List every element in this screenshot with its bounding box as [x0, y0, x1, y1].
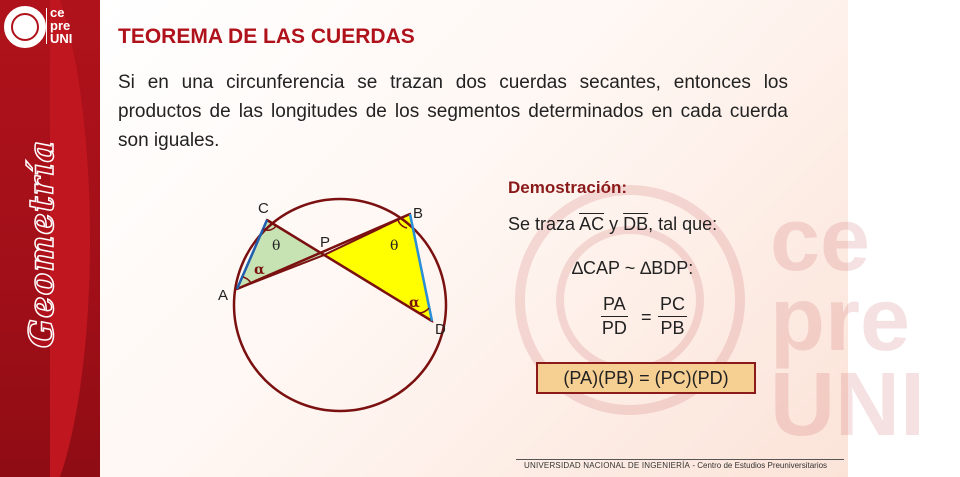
segment-ac-label: $\overline{AC}$ — [579, 214, 605, 234]
fraction-1-denominator: PD — [601, 318, 627, 338]
label-d: D — [435, 321, 446, 338]
logo-line-2: pre — [50, 18, 71, 33]
svg-text:pre: pre — [770, 270, 911, 370]
segment-db-label: $\overline{DB}$ — [623, 214, 649, 234]
theorem-statement: Si en una circunferencia se trazan dos cuerdas secantes, entonces los productos de las longitudes de los segmentos determinados en cada cuerda son iguales. — [118, 72, 788, 151]
fraction-2-numerator: PC — [658, 294, 687, 317]
demo-heading: Demostración: — [508, 178, 628, 197]
angle-alpha-a: α — [254, 262, 265, 278]
label-c: C — [258, 200, 269, 217]
logo-line-3: UNI — [50, 31, 73, 46]
triangle-cap — [237, 220, 324, 289]
label-p: P — [320, 234, 331, 251]
label-b: B — [413, 205, 424, 222]
equals-sign: = — [641, 307, 652, 327]
logo-divider — [46, 8, 47, 44]
footer-divider — [516, 459, 844, 460]
step-suffix: , tal que: — [648, 214, 718, 234]
sidebar — [0, 0, 100, 477]
university-seal-icon — [4, 6, 46, 48]
fraction-2-denominator: PB — [660, 318, 685, 338]
result-formula-box: (PA)(PB) = (PC)(PD) — [536, 362, 756, 394]
angle-theta-c: θ — [272, 238, 281, 254]
footer-center: - Centro de Estudios Preuniversitarios — [692, 461, 828, 470]
fraction-pc-pb — [658, 294, 687, 339]
fraction-1-numerator: PA — [601, 294, 628, 317]
cepre-logo-text — [50, 6, 72, 45]
footer — [524, 461, 827, 470]
svg-text:UNI: UNI — [770, 355, 925, 455]
fraction-pa-pd — [601, 294, 628, 339]
svg-text:ce: ce — [770, 190, 871, 290]
logo-line-1: ce — [50, 5, 65, 20]
step-prefix: Se traza — [508, 214, 576, 234]
demo-step — [508, 214, 717, 235]
footer-university: UNIVERSIDAD NACIONAL DE INGENIERÍA — [524, 461, 691, 470]
angle-alpha-d: α — [409, 295, 420, 311]
label-a: A — [218, 287, 229, 304]
step-connector: y — [609, 214, 619, 234]
page-title: TEOREMA DE LAS CUERDAS — [118, 25, 415, 48]
angle-theta-b: θ — [390, 238, 399, 254]
similarity-statement: ∆CAP ~ ∆BDP: — [572, 258, 694, 278]
subject-vertical-title: Geometría — [22, 139, 62, 348]
chords-figure — [210, 180, 470, 420]
